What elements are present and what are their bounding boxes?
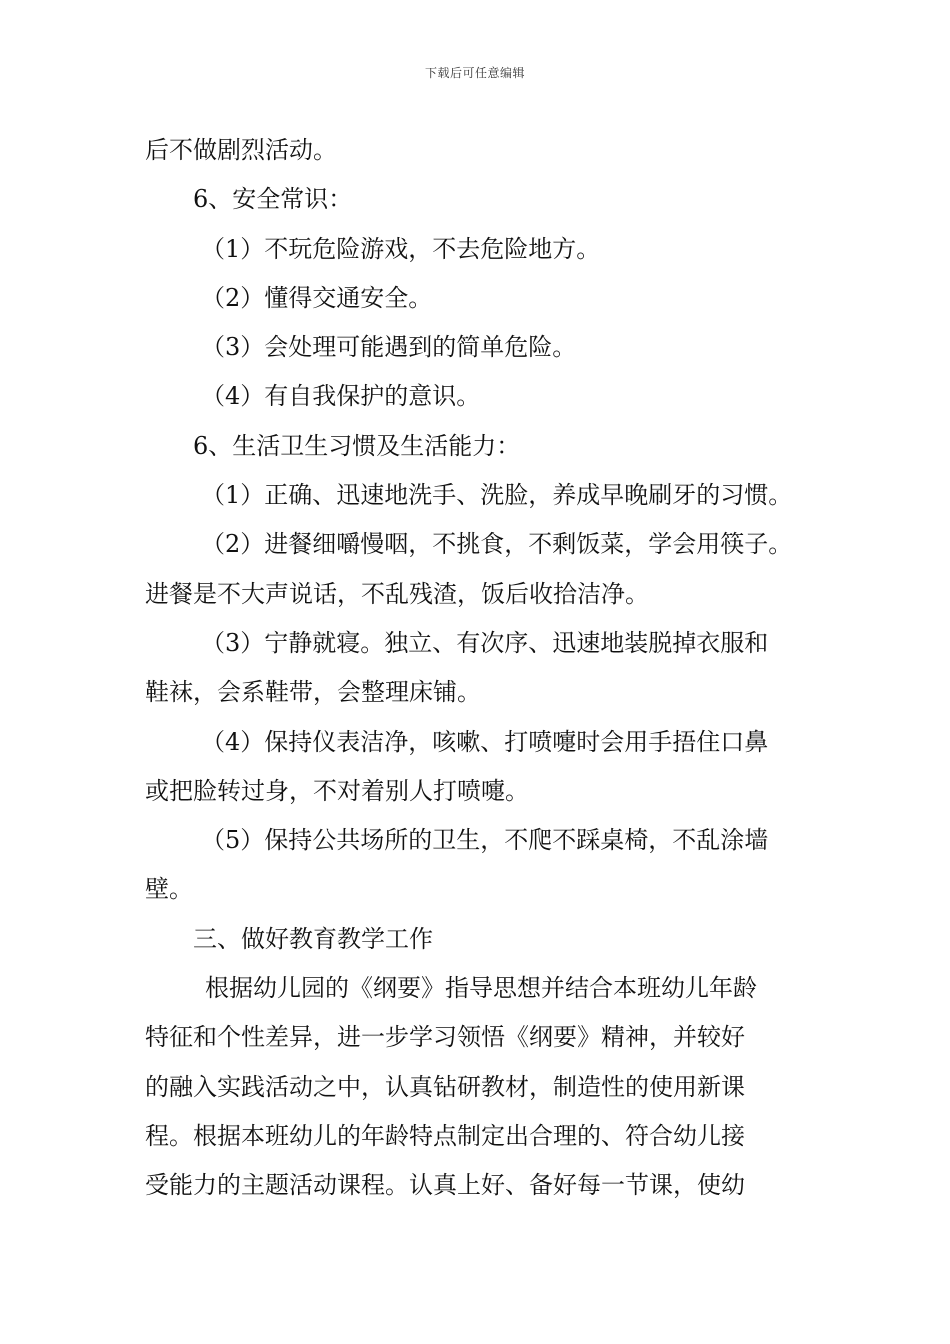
list-item: （5）保持公共场所的卫生，不爬不踩桌椅，不乱涂墙 [201, 826, 769, 855]
paragraph-line: 特征和个性差异，进一步学习领悟《纲要》精神，并较好 [145, 1023, 745, 1052]
list-item: （2）懂得交通安全。 [201, 283, 433, 312]
list-item: （2）进餐细嚼慢咽，不挑食，不剩饭菜，学会用筷子。 [201, 530, 793, 559]
list-item: （4）有自我保护的意识。 [201, 382, 481, 411]
list-item: （1）正确、迅速地洗手、洗脸，养成早晚刷牙的习惯。 [201, 481, 793, 510]
section-heading: 6、生活卫生习惯及生活能力： [193, 431, 521, 460]
list-item: （4）保持仪表洁净，咳嗽、打喷嚏时会用手捂住口鼻 [201, 727, 769, 756]
section-heading: 三、做好教育教学工作 [193, 924, 433, 953]
paragraph-line: 的融入实践活动之中，认真钻研教材，制造性的使用新课 [145, 1072, 745, 1101]
list-item: （3）宁静就寝。独立、有次序、迅速地装脱掉衣服和 [201, 628, 769, 657]
document-body [145, 126, 825, 1211]
list-item: （3）会处理可能遇到的简单危险。 [201, 333, 577, 362]
paragraph-line: 后不做剧烈活动。 [145, 136, 337, 164]
paragraph-line: 或把脸转过身，不对着别人打喷嚏。 [145, 776, 529, 805]
list-item: （1）不玩危险游戏，不去危险地方。 [201, 234, 601, 263]
paragraph-line: 壁。 [145, 875, 193, 904]
paragraph-line: 鞋袜，会系鞋带，会整理床铺。 [145, 678, 481, 707]
paragraph-line: 进餐是不大声说话，不乱残渣，饭后收拾洁净。 [145, 579, 649, 608]
section-heading: 6、安全常识： [193, 185, 353, 214]
paragraph-line: 受能力的主题活动课程。认真上好、备好每一节课，使幼 [145, 1171, 745, 1200]
page-header: 下载后可任意编辑 [424, 66, 525, 80]
paragraph-line: 程。根据本班幼儿的年龄特点制定出合理的、符合幼儿接 [145, 1121, 745, 1150]
paragraph-line: 根据幼儿园的《纲要》指导思想并结合本班幼儿年龄 [205, 974, 757, 1003]
